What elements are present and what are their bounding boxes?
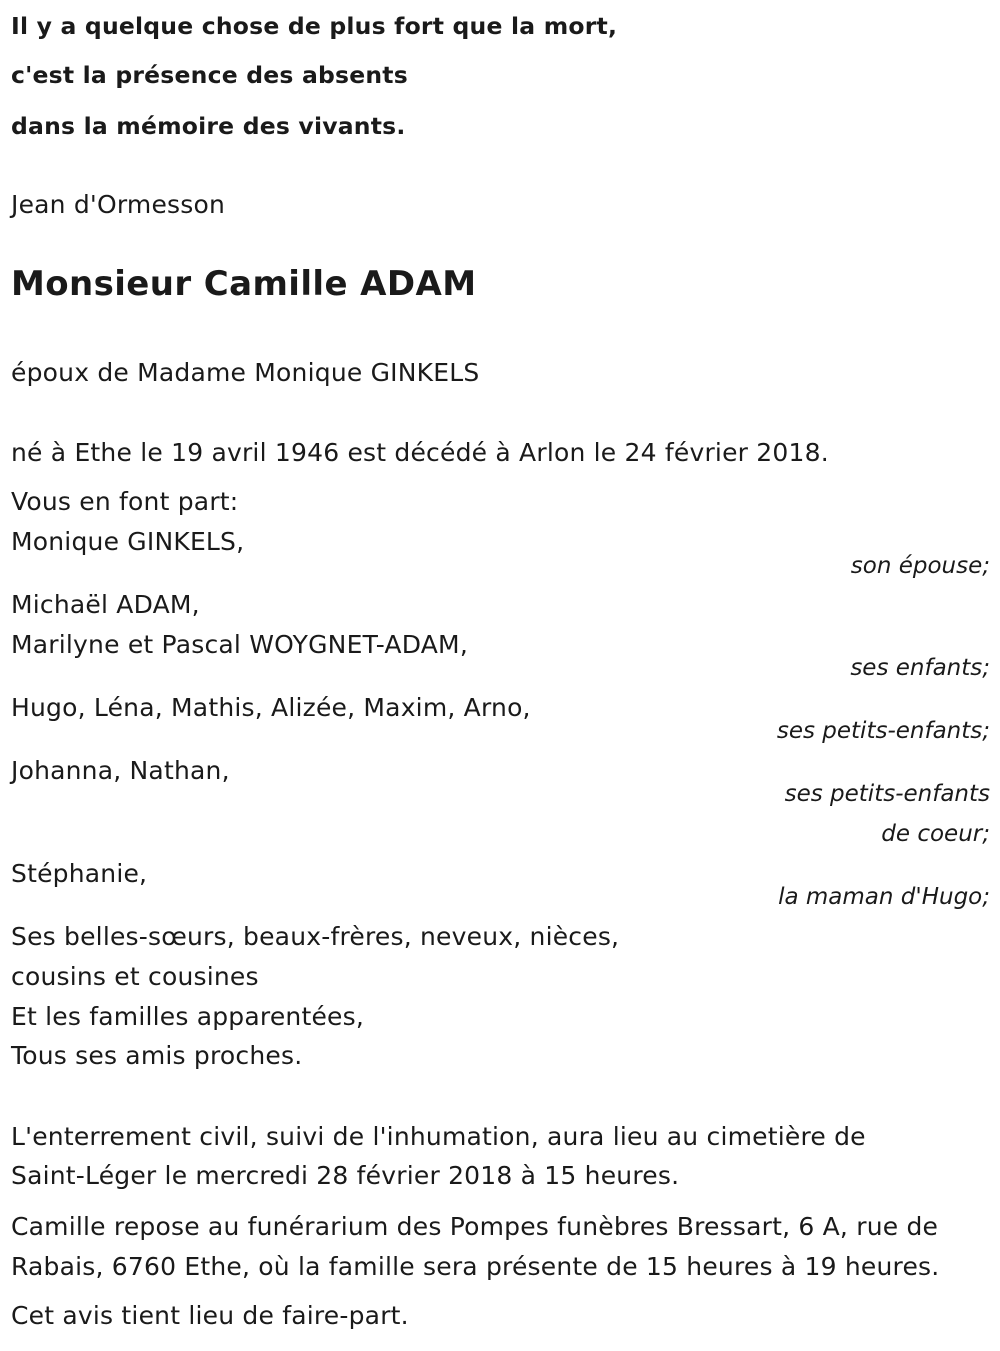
- ceremony-line: Saint-Léger le mercredi 28 février 2018 à 15 heures.: [11, 1161, 680, 1190]
- ceremony-line: L'enterrement civil, suivi de l'inhumation, aura lieu au cimetière de: [11, 1122, 866, 1151]
- relatives-line: Tous ses amis proches.: [11, 1041, 303, 1070]
- birth-death-line: né à Ethe le 19 avril 1946 est décédé à Arlon le 24 février 2018.: [11, 438, 829, 467]
- family-role: de coeur;: [881, 821, 990, 847]
- family-role: ses petits-enfants;: [776, 718, 990, 744]
- spouse-line: époux de Madame Monique GINKELS: [11, 358, 480, 387]
- family-member-name: Marilyne et Pascal WOYGNET-ADAM,: [11, 630, 468, 659]
- family-role: ses petits-enfants: [784, 781, 990, 807]
- visitation-line: Camille repose au funérarium des Pompes funèbres Bressart, 6 A, rue de: [11, 1212, 939, 1241]
- quote-line: dans la mémoire des vivants.: [11, 112, 406, 140]
- quote-line: c'est la présence des absents: [11, 61, 408, 89]
- quote-line: Il y a quelque chose de plus fort que la mort,: [11, 12, 618, 40]
- family-member-name: Stéphanie,: [11, 859, 148, 888]
- announcement-intro: Vous en font part:: [11, 487, 239, 516]
- visitation-line: Rabais, 6760 Ethe, où la famille sera présente de 15 heures à 19 heures.: [11, 1252, 940, 1281]
- family-role: son épouse;: [850, 553, 990, 579]
- family-member-name: Michaël ADAM,: [11, 590, 200, 619]
- relatives-line: Ses belles-sœurs, beaux-frères, neveux, nièces,: [11, 922, 620, 951]
- family-member-name: Monique GINKELS,: [11, 527, 245, 556]
- closing-line: Cet avis tient lieu de faire-part.: [11, 1301, 409, 1330]
- family-role: ses enfants;: [850, 655, 990, 681]
- family-member-name: Johanna, Nathan,: [11, 756, 230, 785]
- relatives-line: Et les familles apparentées,: [11, 1002, 364, 1031]
- deceased-name: Monsieur Camille ADAM: [11, 264, 477, 304]
- quote-author: Jean d'Ormesson: [11, 190, 226, 219]
- family-role: la maman d'Hugo;: [778, 884, 990, 910]
- relatives-line: cousins et cousines: [11, 962, 259, 991]
- family-member-name: Hugo, Léna, Mathis, Alizée, Maxim, Arno,: [11, 693, 531, 722]
